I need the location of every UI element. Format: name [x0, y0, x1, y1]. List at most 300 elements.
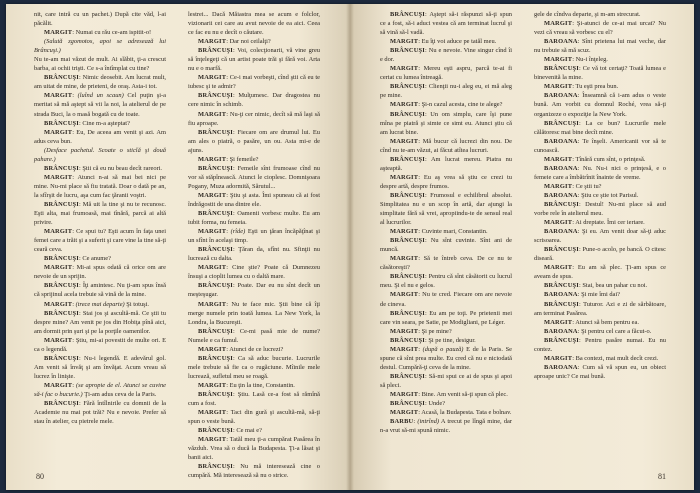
- dialogue-line: MARGIT: Mă bucur că lucrezi din nou. De cînd nu te-am văzut, ai făcut atîtea lucruri.: [380, 137, 513, 154]
- speaker-name: BAROANA: [544, 38, 578, 46]
- speaker-name: MARGIT: [44, 29, 73, 37]
- dialogue-text: Ce ştii tu?: [575, 182, 602, 190]
- dialogue-line: BAROANA: Şi eu. Am venit doar să-ţi aduc scrisoarea.: [534, 228, 667, 245]
- dialogue-line: BRÂNCUŞI: Nu e nevoie. Vine singur cînd îi e dor.: [380, 47, 513, 64]
- dialogue-line: BRÂNCUŞI: Tuturor. Azi e zi de sărbătoare, am terminat Pasărea.: [534, 300, 666, 317]
- dialogue-line: BAROANA: Şi pentru cel care a făcut-o.: [544, 327, 652, 335]
- speaker-name: BRÂNCUŞI: [198, 164, 233, 172]
- speaker-name: MARGIT: [390, 255, 419, 263]
- dialogue-line: MARGIT: Bine. Am venit să-ţi spun că plec.: [390, 390, 508, 398]
- dialogue-text: Oamenii vorbesc multe. Eu am iubit forma, nu femeia.: [188, 210, 321, 227]
- dialogue-text: Ştiu ce ştie tot Parisul.: [581, 191, 639, 199]
- dialogue-line: MARGIT: Nu-i înţeleg.: [544, 56, 608, 64]
- dialogue-text: Pentru că sînt căsătorit cu lucrul meu. Şi el nu e gelos.: [380, 273, 512, 290]
- dialogue-line: MARGIT: Dar noi ceilalţi?: [198, 38, 271, 46]
- continuation-text: [34, 55, 166, 73]
- speaker-name: MARGIT: [198, 155, 227, 163]
- dialogue-text: Un om simplu, care îşi pune mîna pe piatră şi simte ce simt eu. Atunci ştiu că am lucrat bine.: [380, 110, 513, 136]
- dialogue-text: Înseamnă că i-am adus o veste bună. Am vorbit cu domnul Roché, vrea să-ţi organizeze o expoziţie la New York.: [534, 92, 666, 118]
- dialogue-line: MARGIT: Mereu eşti aspru, parcă te-ai fi certat cu lumea întreagă.: [380, 65, 512, 82]
- speaker-name: BRÂNCUŞI: [390, 191, 425, 199]
- speaker-name: MARGIT: [198, 74, 227, 82]
- left-page-column-2: [188, 10, 321, 480]
- speaker-name: BRÂNCUŞI: [544, 65, 579, 73]
- speaker-name: MARGIT: [198, 409, 227, 417]
- dialogue-line: BRÂNCUŞI: Pune-o acolo, pe bancă. O citesc diseară.: [534, 246, 666, 263]
- speaker-name: MARGIT: [390, 345, 419, 353]
- dialogue-line: BRÂNCUŞI: Poate. Dar eu nu sînt decît un meşteşugar.: [188, 282, 320, 299]
- continuation-text: [534, 10, 666, 19]
- dialogue-line: MARGIT: Eu ţin la tine, Constantin.: [198, 381, 295, 389]
- dialogue-text: Nu. Nu-i nici o prinţesă, e o femeie care a îmbătrînit înainte de vreme.: [534, 164, 666, 181]
- dialogue-text: Stai jos şi ascultă-mă. Ce ştii tu despre mine? Am venit pe jos din Hobiţa pînă aici, am dormit prin şuri şi pe la porţile oamenilor.: [34, 309, 166, 335]
- dialogue-text: Ce mai e?: [236, 427, 262, 435]
- speaker-name: BRÂNCUŞI: [390, 309, 425, 317]
- dialogue-line: BRÂNCUŞI: La ce bun? Lucrurile mele călătoresc mai bine decît mine.: [534, 119, 667, 136]
- dialogue-text: Să-mi spui ce ai de spus şi apoi să pleci.: [380, 372, 512, 389]
- dialogue-line: MARGIT: Şi femeile?: [198, 155, 259, 163]
- speaker-name: MARGIT: [44, 300, 73, 308]
- dialogue-line: MARGIT: Ba contezi, mai mult decît crezi.: [544, 354, 659, 362]
- speaker-name: BRÂNCUŞI: [544, 119, 579, 127]
- dialogue-text: Atunci n-ai să mai bei nici pe mine. Nu-mi place să fiu tratată. Doar o dată pe an, la sfîrşit de lucru, aşa cum fac ţăranii voştri.: [34, 173, 166, 199]
- dialogue-text: Mă uit la tine şi nu te recunosc. Eşti alta, mai frumoasă, mai tînără, parcă ai altă privire.: [34, 200, 167, 227]
- speaker-name: MARGIT: [544, 318, 573, 326]
- stage-direction: (luînd un scaun): [77, 92, 124, 100]
- speaker-name: MARGIT: [544, 264, 573, 272]
- dialogue-line: BAROANA: Sînt prietena lui mai veche, dar nu trebuie să mă scuz.: [534, 38, 666, 55]
- dialogue-text: Ştiu. Lasă ce-a fost să rămînă cum a fost.: [188, 390, 320, 408]
- dialogue-text: Eu ţin la tine, Constantin.: [229, 381, 295, 389]
- dialogue-text: Eu aş vrea să ştiu ce crezi tu despre artă, despre frumos.: [380, 173, 513, 190]
- dialogue-text: Nu te face mic. Ştii bine că îţi merge numele prin toată lumea. La New York, la Londra, la Bucureşti.: [188, 300, 320, 326]
- dialogue-text: Fiecare om are drumul lui. Eu am ales o piatră, o pasăre, un ou. Asta mi-e de ajuns.: [188, 128, 321, 154]
- speaker-name: MARGIT: [544, 56, 573, 64]
- dialogue-line: BRÂNCUŞI: Ce-mi pasă mie de nume? Numele e ca fumul.: [188, 327, 320, 344]
- dialogue-text: Atunci să bem pentru ea.: [575, 318, 639, 326]
- dialogue-text: Ca să aduc bucurie. Lucrurile mele trebuie să fie ca o rugăciune. Mîinile mele lucrează, sufletul meu se roagă.: [188, 354, 321, 380]
- dialogue-line: MARGIT: Cine ştie? Poate că Dumnezeu însuşi a cioplit lumea cu o daltă mare.: [188, 264, 320, 281]
- speaker-name: MARGIT: [44, 336, 73, 344]
- dialogue-line: MARGIT: Şi-atunci de ce-ai mai urcat? Nu vezi că vreau să vorbesc cu el?: [534, 20, 666, 37]
- dialogue-line: MARGIT: Eu îţi voi aduce pe tatăl meu.: [390, 38, 497, 46]
- speaker-name: BRÂNCUŞI: [44, 309, 79, 317]
- speaker-name: MARGIT: [390, 409, 419, 417]
- speaker-name: BRÂNCUŞI: [44, 255, 79, 263]
- stage-direction: (intrînd): [417, 418, 440, 426]
- speaker-name: MARGIT: [390, 38, 419, 46]
- dialogue-line: MARGIT: Tatăl meu ţi-a cumpărat Pasărea în văzduh. Vrea să o ducă la Budapesta. Ţi-a lăsat şi banii aici.: [188, 436, 320, 462]
- speaker-name: BRÂNCUŞI: [390, 400, 425, 408]
- dialogue-text: Atunci de ce lucrezi?: [229, 345, 284, 353]
- dialogue-line: BRÂNCUŞI: Unde?: [390, 400, 446, 408]
- dialogue-text: Îţi amintesc. Nu ţi-am spus însă că sprijinul acela trebuie să vină de la mine.: [34, 282, 166, 299]
- speaker-name: MARGIT: [544, 354, 573, 362]
- dialogue-line: BRÂNCUŞI: Nu-i legendă. E adevărul gol. Am venit să învăţ şi am învăţat. Acum vreau să lucrez în linişte.: [34, 354, 166, 380]
- speaker-name: MARGIT: [390, 101, 419, 109]
- speaker-name: BRÂNCUŞI: [198, 390, 233, 398]
- dialogue-text: Ba contezi, mai mult decît crezi.: [575, 354, 659, 362]
- speaker-name: BAROANA: [544, 327, 578, 335]
- left-page: [6, 4, 350, 490]
- dialogue-text: Ce-i mai vorbeşti, cînd ştii că eu te iubesc şi te admir?: [188, 74, 320, 91]
- dialogue-line: BRÂNCUŞI: Clienţii nu-i aleg eu, ei mă aleg pe mine.: [380, 83, 513, 100]
- speaker-name: MARGIT: [198, 228, 227, 236]
- speaker-name: MARGIT: [390, 65, 419, 73]
- dialogue-text: Poate. Dar eu nu sînt decît un meşteşugar.: [188, 282, 320, 299]
- dialogue-line: BRÂNCUŞI: Oamenii vorbesc multe. Eu am iubit forma, nu femeia.: [188, 210, 321, 227]
- dialogue-line: BAROANA: Nu. Nu-i nici o prinţesă, e o femeie care a îmbătrînit înainte de vreme.: [534, 164, 666, 181]
- speaker-name: BRÂNCUŞI: [390, 110, 425, 118]
- dialogue-text: Tuturor. Azi e zi de sărbătoare, am terminat Pasărea.: [534, 300, 666, 317]
- speaker-name: MARGIT: [198, 38, 227, 46]
- dialogue-line: BRÂNCUŞI: Mă uit la tine şi nu te recunosc. Eşti alta, mai frumoasă, mai tînără, parcă ai altă privire.: [34, 200, 167, 227]
- speaker-name: MARGIT: [198, 264, 227, 272]
- dialogue-line: MARGIT: Atunci de ce lucrezi?: [198, 345, 284, 353]
- dialogue-text: Sînt prietena lui mai veche, dar nu trebuie să mă scuz.: [534, 38, 666, 55]
- speaker-name: BAROANA: [544, 191, 578, 199]
- stage-direction: (trece mai departe): [75, 300, 125, 308]
- dialogue-text: Ce vă tot certaţi? Toată lumea e binevenită la mine.: [534, 65, 666, 82]
- dialogue-line: MARGIT: Ai dreptate. Îmi cer iertare.: [544, 219, 645, 227]
- speaker-name: BRÂNCUŞI: [390, 47, 425, 55]
- dialogue-text: Nu te cred. Fiecare om are nevoie de cineva.: [380, 291, 512, 308]
- dialogue-line: BRÂNCUŞI: Fiecare om are drumul lui. Eu am ales o piatră, o pasăre, un ou. Asta mi-e de ajuns.: [188, 128, 321, 154]
- speaker-name: BRÂNCUŞI: [390, 372, 425, 380]
- right-page-column-2: [534, 10, 666, 462]
- dialogue-text: Frumosul e echilibrul absolut. Simplitatea nu e un scop în artă, dar ajungi la simplitate fără să vrei, apropiindu-te de sensul real al lucrurilor.: [380, 191, 513, 227]
- speaker-name: BRÂNCUŞI: [198, 47, 233, 55]
- stage-direction: (se apropie de el. Atunci se cuvine să-i fac o bucurie.): [34, 381, 166, 398]
- dialogue-text: Cel puţin şi-a meritat să mă aştept să vii la noi, la atelierul de pe strada Buci, la o masă bogată cu de toate.: [34, 92, 167, 118]
- dialogue-line: BRÂNCUŞI: Stai, bea un pahar cu noi.: [544, 282, 648, 290]
- right-page-column-1: [380, 10, 512, 462]
- dialogue-line: MARGIT: (trece mai departe) Şi totuşi.: [44, 300, 149, 308]
- dialogue-text: Numai cu rău ce-am ispitit-o!: [75, 29, 152, 37]
- dialogue-line: MARGIT: Mi-ai spus odată că orice om are nevoie de un sprijin.: [34, 264, 167, 281]
- dialogue-line: BRÂNCUŞI: Nu sînt cuvinte. Sînt ani de muncă.: [380, 237, 512, 254]
- dialogue-text: Eu îţi voi aduce pe tatăl meu.: [421, 38, 497, 46]
- dialogue-text: Şi femeile?: [229, 155, 259, 163]
- speaker-name: BRÂNCUŞI: [544, 336, 579, 344]
- right-page: [350, 4, 694, 490]
- dialogue-line: MARGIT: Ce-i mai vorbeşti, cînd ştii că eu te iubesc şi te admir?: [188, 74, 320, 91]
- dialogue-text: Unde?: [428, 400, 446, 408]
- dialogue-line: BRÂNCUŞI: Ştiu. Lasă ce-a fost să rămînă cum a fost.: [188, 390, 320, 408]
- dialogue-line: BRÂNCUŞI: Femeile sînt frumoase cînd nu vor să stăpînească. Atunci le cioplesc. Domnişoara Pogany, Muza adormită, Sărutul...: [188, 164, 320, 190]
- dialogue-text: Tu eşti prea bun.: [575, 83, 619, 91]
- speaker-name: MARGIT: [390, 291, 419, 299]
- speaker-name: MARGIT: [44, 381, 73, 389]
- dialogue-text: Fără întîlnirile cu domnii de la Academie nu mai pot trăi? Nu e nevoie. Prefer să stau în atelier, cu pietrele mele.: [34, 400, 166, 426]
- dialogue-text: Şi pentru cel care a făcut-o.: [581, 327, 652, 335]
- dialogue-text: Nu te-am mai văzut de mult. Ai slăbit, ţi-a crescut barba, ai ochii trişti. Ce s-a întîmplat cu tine?: [34, 56, 166, 73]
- dialogue-text: Nu-i înţeleg.: [575, 56, 608, 64]
- book-gutter: [346, 4, 354, 490]
- dialogue-text: Tînără cum sînt, o prinţesă.: [575, 155, 646, 163]
- dialogue-text: nit, care intră cu un pachet.) După cite văd, l-ai păcălit.: [34, 11, 166, 28]
- dialogue-line: MARGIT: Ce ştii tu?: [544, 182, 602, 190]
- speaker-name: BARBU: [390, 418, 414, 426]
- speaker-name: BRÂNCUŞI: [198, 463, 233, 471]
- dialogue-text: Destul! Nu-mi place să aud vorbe rele în atelierul meu.: [534, 200, 667, 218]
- speaker-name: MARGIT: [544, 219, 573, 227]
- dialogue-line: BRÂNCUŞI: Nimic deosebit. Am lucrat mult, am uitat de mine, de prieteni, de oraş. Asta-i tot.: [34, 74, 167, 91]
- dialogue-line: BRÂNCUŞI: Eu am pe toţi. Pe prietenii mei care vin seara, pe Satie, pe Modigliani, pe Léger.: [380, 309, 513, 326]
- speaker-name: BRÂNCUŞI: [390, 83, 425, 91]
- dialogue-line: BRÂNCUŞI: Ce vă tot certaţi? Toată lumea e binevenită la mine.: [534, 65, 666, 82]
- speaker-name: BRÂNCUŞI: [390, 155, 425, 163]
- dialogue-line: BAROANA: Te înşeli. Americanii vor să te cunoască.: [534, 137, 666, 154]
- dialogue-text: Mulţumesc. Dar dragostea nu cere nimic în schimb.: [188, 92, 321, 109]
- dialogue-text: Clienţii nu-i aleg eu, ei mă aleg pe mine.: [380, 83, 513, 100]
- speaker-name: BRÂNCUŞI: [44, 400, 79, 408]
- dialogue-text: Eu am pe toţi. Pe prietenii mei care vin seara, pe Satie, pe Modigliani, pe Léger.: [380, 309, 513, 326]
- continuation-text: [188, 10, 320, 37]
- dialogue-text: Ţi-am adus ceva de la Paris.: [84, 390, 157, 398]
- dialogue-line: BARBU: (intrînd) A trecut pe lîngă mine, dar n-a vrut să-mi spună nimic.: [380, 418, 512, 435]
- dialogue-line: BRÂNCUŞI: Mulţumesc. Dar dragostea nu cere nimic în schimb.: [188, 92, 321, 109]
- dialogue-line: BAROANA: Şi mie îmi dai?: [544, 291, 620, 299]
- dialogue-text: lestrei... Dacă Măiastra mea se acum e folclor, vizionarii cei care au avut nevoie de ea aici. Ceea ce fac eu nu e decît o căutare.: [188, 11, 320, 37]
- speaker-name: MARGIT: [544, 20, 573, 28]
- dialogue-line: BRÂNCUŞI: Pentru că sînt căsătorit cu lucrul meu. Şi el nu e gelos.: [380, 273, 512, 290]
- dialogue-line: MARGIT: Ştiu şi asta. Îmi spuneau că ai fost îndrăgostit de una dintre ele.: [188, 191, 321, 208]
- dialogue-text: Ce-mi pasă mie de nume? Numele e ca fumul.: [188, 327, 320, 344]
- speaker-name: BRÂNCUŞI: [198, 427, 233, 435]
- dialogue-text: Femeile sînt frumoase cînd nu vor să stăpînească. Atunci le cioplesc. Domnişoara Pogany, Muza adormită, Sărutul...: [188, 164, 320, 190]
- speaker-name: BAROANA: [544, 228, 578, 236]
- dialogue-text: Dar noi ceilalţi?: [229, 38, 271, 46]
- speaker-name: BAROANA: [544, 92, 578, 100]
- dialogue-text: Acasă, la Budapesta. Tata e bolnav.: [421, 409, 512, 417]
- dialogue-line: BRÂNCUŞI: Un om simplu, care îşi pune mîna pe piatră şi simte ce simt eu. Atunci ştiu că am lucrat bine.: [380, 110, 513, 136]
- speaker-name: BAROANA: [544, 164, 578, 172]
- dialogue-text: Nu-i legendă. E adevărul gol. Am venit să învăţ şi am învăţat. Acum vreau să lucrez în linişte.: [34, 354, 166, 380]
- dialogue-line: BRÂNCUŞI: Aştept să-i răspunzi să-ţi spun ce a fost, să-i aduci vestea că am terminat lucrul şi să vină să-l vadă.: [380, 11, 512, 37]
- dialogue-line: BRÂNCUŞI: Ce mai e?: [198, 427, 262, 435]
- dialogue-text: Am lucrat mereu. Piatra nu aşteaptă.: [380, 155, 512, 172]
- dialogue-text: Pune-o acolo, pe bancă. O citesc diseară.: [534, 246, 666, 263]
- continuation-text: [34, 10, 166, 28]
- dialogue-text: La ce bun? Lucrurile mele călătoresc mai bine decît mine.: [534, 119, 667, 136]
- dialogue-line: BRÂNCUŞI: Voi, colecţionarii, vă vine greu să înţelegeţi că un artist poate trăi şi fără voi. Arta nu e o marfă.: [188, 47, 320, 73]
- dialogue-line: BRÂNCUŞI: Stai jos şi ascultă-mă. Ce ştii tu despre mine? Am venit pe jos din Hobiţa pînă aici, am dormit prin şuri şi pe la porţile oamenilor.: [34, 309, 166, 335]
- stage-direction: (Desface pachetul. Scoate o sticlă şi două pahare.): [34, 146, 166, 163]
- speaker-name: MARGIT: [390, 137, 419, 145]
- speaker-name: BRÂNCUŞI: [44, 200, 79, 208]
- dialogue-text: Mă bucur că lucrezi din nou. De cînd nu te-am văzut, ai făcut atîtea lucruri.: [380, 137, 513, 154]
- dialogue-text: Şi totuşi.: [126, 300, 149, 308]
- dialogue-line: MARGIT: Ştiu, mi-ai povestit de multe ori. E ca o legendă.: [34, 336, 166, 353]
- speaker-name: MARGIT: [44, 228, 73, 236]
- dialogue-line: MARGIT: Taci din gură şi ascultă-mă, să-ţi spun o veste bună.: [188, 409, 320, 426]
- dialogue-text: Nimic deosebit. Am lucrat mult, am uitat de mine, de prieteni, de oraş. Asta-i tot.: [34, 74, 167, 91]
- continuation-text: [34, 146, 166, 164]
- dialogue-line: MARGIT: Eu am să plec. Ţi-am spus ce aveam de spus.: [534, 264, 666, 281]
- speaker-name: MARGIT: [44, 264, 73, 272]
- speaker-name: BRÂNCUŞI: [544, 200, 579, 208]
- dialogue-line: BAROANA: Cum să vă spun eu, un obiect aproape unic? Ce mai bună.: [534, 363, 667, 380]
- left-page-column-1: [34, 10, 166, 462]
- speaker-name: MARGIT: [198, 191, 227, 199]
- dialogue-text: Ai dreptate. Îmi cer iertare.: [575, 219, 645, 227]
- speaker-name: BRÂNCUŞI: [44, 119, 79, 127]
- speaker-name: MARGIT: [390, 390, 419, 398]
- speaker-name: BRÂNCUŞI: [44, 74, 79, 82]
- dialogue-line: BRÂNCUŞI: Fără întîlnirile cu domnii de la Academie nu mai pot trăi? Nu e nevoie. Prefer să stau în atelier, cu pietrele mele.: [34, 400, 166, 426]
- stage-direction: (după o pauză): [422, 345, 464, 353]
- dialogue-line: BRÂNCUŞI: Cine m-a aşteptat?: [44, 119, 130, 127]
- speaker-name: MARGIT: [390, 327, 419, 335]
- dialogue-line: MARGIT: (după o pauză) E de la Paris. Se spune că sînt prea multe. Eu cred că nu e niciodată destul. Cumpără-ţi ceva de la mine.: [380, 345, 513, 371]
- speaker-name: MARGIT: [198, 436, 227, 444]
- speaker-name: MARGIT: [544, 182, 573, 190]
- page-number-right: 81: [658, 472, 666, 481]
- dialogue-text: Voi, colecţionarii, vă vine greu să înţelegeţi că un artist poate trăi şi fără voi. Arta nu e o marfă.: [188, 47, 320, 73]
- dialogue-line: MARGIT: Tînără cum sînt, o prinţesă.: [544, 155, 646, 163]
- dialogue-text: Nu sînt cuvinte. Sînt ani de muncă.: [380, 237, 512, 254]
- speaker-name: BRÂNCUŞI: [544, 246, 579, 254]
- speaker-name: MARGIT: [198, 110, 227, 118]
- dialogue-line: BRÂNCUŞI: Să-mi spui ce ai de spus şi apoi să pleci.: [380, 372, 512, 389]
- dialogue-line: MARGIT: Să te întreb ceva. De ce nu te căsătoreşti?: [380, 255, 513, 272]
- dialogue-text: Bine. Am venit să-ţi spun că plec.: [421, 390, 508, 398]
- speaker-name: MARGIT: [390, 173, 419, 181]
- dialogue-line: MARGIT: Ce spui tu? Eşti acum în faţa unei femei care a trăit şi a suferit şi care vine la tine să-ţi ceară ceva.: [34, 228, 167, 254]
- speaker-name: BRÂNCUŞI: [198, 246, 233, 254]
- dialogue-line: MARGIT: Acasă, la Budapesta. Tata e bolnav.: [390, 409, 512, 417]
- speaker-name: BRÂNCUŞI: [198, 327, 233, 335]
- dialogue-text: Mereu eşti aspru, parcă te-ai fi certat cu lumea întreagă.: [380, 65, 512, 82]
- speaker-name: BRÂNCUŞI: [544, 300, 579, 308]
- speaker-name: BRÂNCUŞI: [198, 354, 233, 362]
- speaker-name: BRÂNCUŞI: [390, 273, 425, 281]
- dialogue-text: Nu e nevoie. Vine singur cînd îi e dor.: [380, 47, 513, 64]
- dialogue-line: BRÂNCUŞI: Destul! Nu-mi place să aud vorbe rele în atelierul meu.: [534, 200, 667, 218]
- dialogue-line: MARGIT: Cuvinte mari, Constantin.: [390, 228, 488, 236]
- dialogue-text: Şi pe tine, desigur.: [428, 336, 476, 344]
- speaker-name: BRÂNCUŞI: [44, 354, 79, 362]
- dialogue-text: Şi pe mine?: [421, 327, 452, 335]
- book-spread: [6, 4, 694, 490]
- dialogue-text: Eşti un ţăran încăpăţînat şi un sfînt în acelaşi timp.: [188, 228, 320, 245]
- stage-direction: (rîde): [230, 228, 246, 236]
- dialogue-line: MARGIT: (luînd un scaun) Cel puţin şi-a meritat să mă aştept să vii la noi, la atelierul de pe strada Buci, la o masă bogată cu de toate.: [34, 92, 167, 118]
- dialogue-line: MARGIT: Nu te cred. Fiecare om are nevoie de cineva.: [380, 291, 512, 308]
- dialogue-text: Ce spui tu? Eşti acum în faţa unei femei care a trăit şi a suferit şi care vine la tine să-ţi ceară ceva.: [34, 228, 167, 254]
- dialogue-line: BRÂNCUŞI: Ce anume?: [44, 255, 111, 263]
- speaker-name: BRÂNCUŞI: [390, 336, 425, 344]
- dialogue-text: Ce anume?: [82, 255, 111, 263]
- dialogue-line: MARGIT: Atunci n-ai să mai bei nici pe mine. Nu-mi place să fiu tratată. Doar o dată pe an, la sfîrşit de lucru, aşa cum fac ţăranii voştri.: [34, 173, 166, 199]
- speaker-name: BRÂNCUŞI: [198, 128, 233, 136]
- dialogue-line: MARGIT: Atunci să bem pentru ea.: [544, 318, 639, 326]
- dialogue-line: BRÂNCUŞI: Îţi amintesc. Nu ţi-am spus însă că sprijinul acela trebuie să vină de la mine.: [34, 282, 166, 299]
- dialogue-line: BRÂNCUŞI: Frumosul e echilibrul absolut. Simplitatea nu e un scop în artă, dar ajungi la simplitate fără să vrei, apropiindu-te de sensul real al lucrurilor.: [380, 191, 513, 227]
- dialogue-text: Te înşeli. Americanii vor să te cunoască.: [534, 137, 666, 154]
- speaker-name: MARGIT: [390, 228, 419, 236]
- dialogue-text: Cine m-a aşteptat?: [82, 119, 130, 127]
- dialogue-line: MARGIT: Tu eşti prea bun.: [544, 83, 619, 91]
- speaker-name: MARGIT: [544, 155, 573, 163]
- speaker-name: BRÂNCUŞI: [390, 11, 425, 18]
- dialogue-text: Cum să vă spun eu, un obiect aproape unic? Ce mai bună.: [534, 363, 667, 380]
- dialogue-text: Stai, bea un pahar cu noi.: [582, 282, 648, 290]
- dialogue-text: Şi eu. Am venit doar să-ţi aduc scrisoarea.: [534, 228, 667, 245]
- dialogue-line: MARGIT: (se apropie de el. Atunci se cuvine să-i fac o bucurie.) Ţi-am adus ceva de la Paris.: [34, 381, 166, 398]
- speaker-name: MARGIT: [198, 300, 227, 308]
- dialogue-text: Ştii că eu nu beau decît rareori.: [82, 164, 163, 172]
- speaker-name: MARGIT: [44, 173, 73, 181]
- dialogue-text: Eu am să plec. Ţi-am spus ce aveam de spus.: [534, 264, 666, 281]
- dialogue-text: Mi-ai spus odată că orice om are nevoie de un sprijin.: [34, 264, 167, 281]
- dialogue-line: BRÂNCUŞI: Şi pe tine, desigur.: [390, 336, 476, 344]
- dialogue-text: Ştiu, mi-ai povestit de multe ori. E ca o legendă.: [34, 336, 166, 353]
- dialogue-text: Eu, De aceea am venit şi azi. Am adus ceva bun.: [34, 128, 166, 145]
- dialogue-line: MARGIT: Numai cu rău ce-am ispitit-o!: [44, 29, 152, 37]
- dialogue-text: Ştiu şi asta. Îmi spuneau că ai fost îndrăgostit de una dintre ele.: [188, 191, 321, 208]
- dialogue-text: E de la Paris. Se spune că sînt prea multe. Eu cred că nu e niciodată destul. Cumpără-ţi ceva de la mine.: [380, 345, 513, 371]
- dialogue-text: Nu-ţi cer nimic, decît să mă laşi să fiu aproape.: [188, 110, 321, 127]
- dialogue-line: MARGIT: Eu aş vrea să ştiu ce crezi tu despre artă, despre frumos.: [380, 173, 513, 190]
- dialogue-line: MARGIT: Eu, De aceea am venit şi azi. Am adus ceva bun.: [34, 128, 166, 145]
- dialogue-text: Taci din gură şi ascultă-mă, să-ţi spun o veste bună.: [188, 409, 320, 426]
- dialogue-text: Pentru pasăre numai. Eu nu contez.: [534, 336, 666, 353]
- dialogue-line: BAROANA: Înseamnă că i-am adus o veste bună. Am vorbit cu domnul Roché, vrea să-ţi organizeze o expoziţie la New York.: [534, 92, 666, 118]
- page-number-left: 80: [36, 472, 44, 481]
- dialogue-line: BAROANA: Ştiu ce ştie tot Parisul.: [544, 191, 639, 199]
- speaker-name: BRÂNCUŞI: [390, 237, 425, 245]
- speaker-name: MARGIT: [44, 128, 73, 136]
- dialogue-text: Şi mie îmi dai?: [581, 291, 620, 299]
- speaker-name: BRÂNCUŞI: [544, 282, 579, 290]
- continuation-text: [34, 37, 166, 55]
- speaker-name: MARGIT: [198, 381, 227, 389]
- dialogue-line: BRÂNCUŞI: Pentru pasăre numai. Eu nu contez.: [534, 336, 666, 353]
- speaker-name: BAROANA: [544, 137, 578, 145]
- dialogue-line: BRÂNCUŞI: Ţăran da, sfînt nu. Sfinţii nu lucrează cu dalta.: [188, 246, 320, 263]
- speaker-name: BRÂNCUŞI: [198, 282, 233, 290]
- dialogue-line: BRÂNCUŞI: Am lucrat mereu. Piatra nu aşteaptă.: [380, 155, 512, 172]
- dialogue-text: Tatăl meu ţi-a cumpărat Pasărea în văzduh. Vrea să o ducă la Budapesta. Ţi-a lăsat şi banii aici.: [188, 436, 320, 462]
- dialogue-text: A trecut pe lîngă mine, dar n-a vrut să-mi spună nimic.: [380, 418, 512, 435]
- dialogue-text: Cuvinte mari, Constantin.: [421, 228, 488, 236]
- dialogue-line: BRÂNCUŞI: Nu mă interesează cine o cumpără. Mă interesează să nu o strice.: [188, 463, 321, 480]
- dialogue-line: MARGIT: Şi pe mine?: [390, 327, 452, 335]
- speaker-name: BRÂNCUŞI: [198, 210, 233, 218]
- dialogue-text: Aştept să-i răspunzi să-ţi spun ce a fost, să-i aduci vestea că am terminat lucrul şi să vină să-l vadă.: [380, 11, 512, 37]
- dialogue-text: Ţăran da, sfînt nu. Sfinţii nu lucrează cu dalta.: [188, 246, 320, 263]
- dialogue-text: gele de cîndva departe, şi m-am strecurat.: [534, 11, 641, 18]
- dialogue-text: Şi-n cazul acesta, cine te alege?: [421, 101, 503, 109]
- speaker-name: MARGIT: [44, 92, 73, 100]
- speaker-name: BAROANA: [544, 291, 578, 299]
- speaker-name: BRÂNCUŞI: [44, 282, 79, 290]
- speaker-name: MARGIT: [544, 83, 573, 91]
- dialogue-text: Şi-atunci de ce-ai mai urcat? Nu vezi că vreau să vorbesc cu el?: [534, 20, 666, 37]
- speaker-name: MARGIT: [198, 345, 227, 353]
- dialogue-line: MARGIT: Nu te face mic. Ştii bine că îţi merge numele prin toată lumea. La New York, la Londra, la Bucureşti.: [188, 300, 320, 326]
- dialogue-line: MARGIT: (rîde) Eşti un ţăran încăpăţînat şi un sfînt în acelaşi timp.: [188, 228, 320, 245]
- dialogue-line: MARGIT: Şi-n cazul acesta, cine te alege?: [390, 101, 503, 109]
- dialogue-line: BRÂNCUŞI: Ca să aduc bucurie. Lucrurile mele trebuie să fie ca o rugăciune. Mîinile mele lucrează, sufletul meu se roagă.: [188, 354, 321, 380]
- dialogue-text: Nu mă interesează cine o cumpără. Mă interesează să nu o strice.: [188, 463, 321, 480]
- dialogue-text: Să te întreb ceva. De ce nu te căsătoreşti?: [380, 255, 513, 272]
- stage-direction: (Salută zgomotos, apoi se adresează lui Brâncuşi.): [34, 38, 166, 55]
- dialogue-text: Cine ştie? Poate că Dumnezeu însuşi a cioplit lumea cu o daltă mare.: [188, 264, 320, 281]
- dialogue-line: BRÂNCUŞI: Ştii că eu nu beau decît rareori.: [44, 164, 163, 172]
